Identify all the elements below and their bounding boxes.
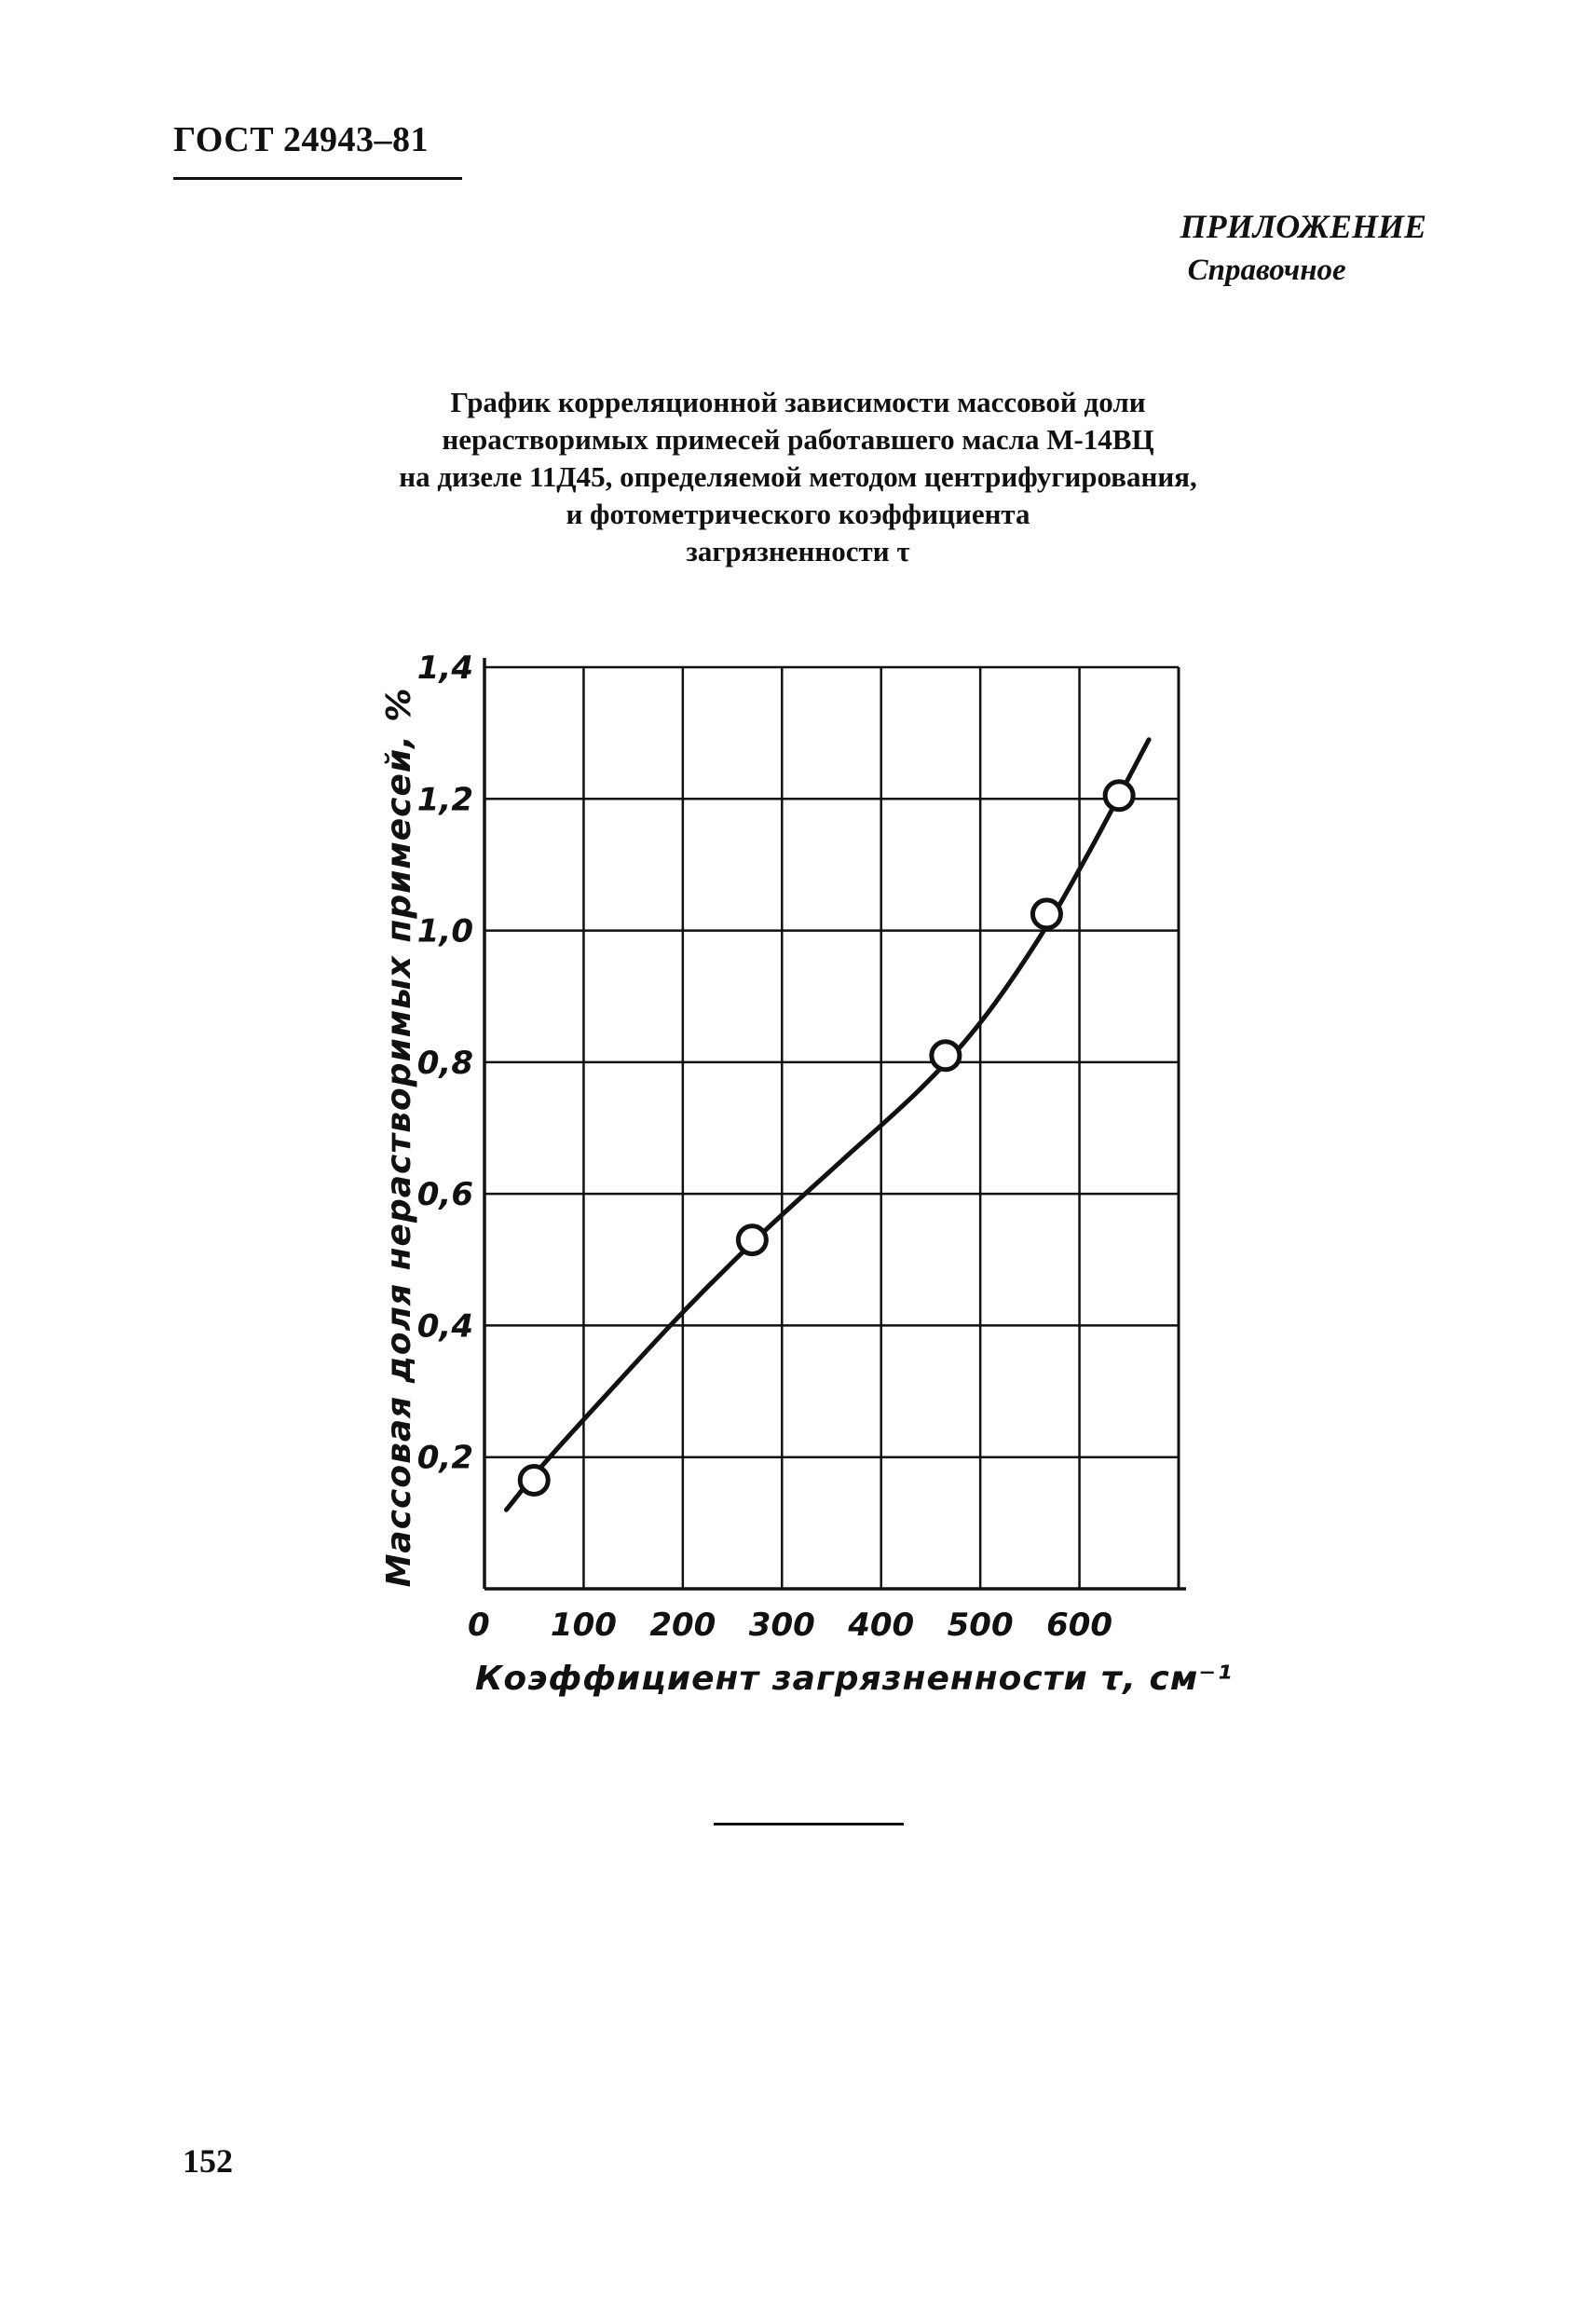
trend-curve-layer <box>506 740 1149 1511</box>
chart-grid <box>484 658 1186 1589</box>
chart-title-line: на дизеле 11Д45, определяемой методом центрифугирования, <box>399 460 1197 493</box>
page-number: 152 <box>183 2142 233 2180</box>
y-tick-label: 1,0 <box>416 912 473 950</box>
y-axis-title: Массовая доля нерастворимых примесей, % <box>380 687 418 1588</box>
y-tick-label: 0,4 <box>416 1307 473 1346</box>
y-tick-label: 0,6 <box>416 1176 473 1214</box>
x-tick-label: 400 <box>848 1607 915 1644</box>
closing-rule <box>714 1823 904 1826</box>
x-tick-label: 600 <box>1046 1607 1113 1644</box>
x-tick-label: 500 <box>947 1607 1014 1644</box>
data-point <box>738 1226 766 1254</box>
chart-title-line: График корреляционной зависимости массовой доли <box>450 386 1146 418</box>
x-tick-label: 100 <box>550 1607 617 1644</box>
trend-curve <box>506 740 1149 1511</box>
x-tick-label: 0 <box>468 1607 490 1644</box>
y-tick-label: 1,4 <box>416 650 473 687</box>
document-code: ГОСТ 24943–81 <box>173 120 430 159</box>
data-point <box>932 1042 960 1070</box>
x-tick-label: 300 <box>748 1607 815 1644</box>
y-tick-label: 0,2 <box>416 1439 473 1477</box>
x-axis-title: Коэффициент загрязненности τ, см⁻¹ <box>475 1660 1234 1698</box>
chart-title-line: загрязненности τ <box>686 535 910 567</box>
x-tick-label: 200 <box>649 1607 716 1644</box>
y-tick-label: 0,8 <box>416 1044 473 1082</box>
data-point <box>1032 900 1060 928</box>
y-tick-label: 1,2 <box>416 781 473 819</box>
data-point <box>1105 782 1133 810</box>
appendix-sublabel: Справочное <box>1187 253 1346 287</box>
appendix-label: ПРИЛОЖЕНИЕ <box>1180 208 1426 245</box>
chart-title-line: и фотометрического коэффициента <box>566 498 1030 530</box>
chart-title-line: нерастворимых примесей работавшего масла М-14ВЦ <box>442 423 1154 456</box>
data-point <box>520 1466 548 1494</box>
